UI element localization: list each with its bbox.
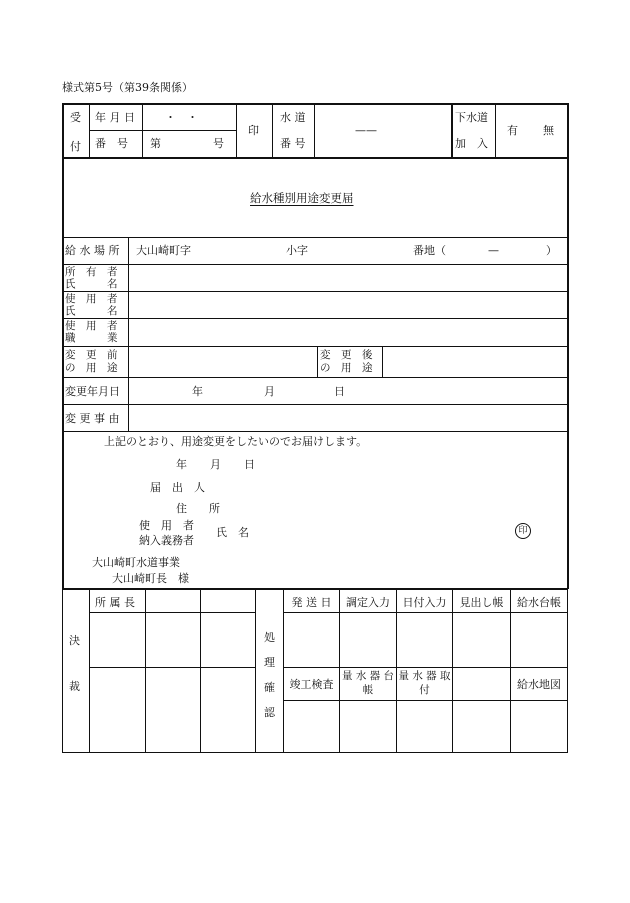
number-label: 番 号 bbox=[95, 137, 128, 150]
date-line-year: 年 bbox=[176, 458, 187, 471]
water-number-value: —— bbox=[355, 124, 377, 137]
sewer-yes: 有 bbox=[507, 124, 518, 137]
header-assessment-input: 調定入力 bbox=[346, 596, 390, 609]
statement: 上記のとおり、用途変更をしたいのでお届けします。 bbox=[104, 435, 368, 448]
reason-label: 変 更 事 由 bbox=[65, 412, 120, 425]
recipient-mayor: 大山崎町長 様 bbox=[112, 572, 189, 585]
applicant-name: 氏 名 bbox=[216, 526, 249, 539]
section-chief-label: 所 属 長 bbox=[95, 596, 135, 609]
form-number: 様式第5号（第39条関係） bbox=[62, 81, 193, 94]
date-line-day: 日 bbox=[244, 458, 255, 471]
date-value: ・ ・ bbox=[165, 111, 198, 124]
supply-location-koaza: 小字 bbox=[286, 244, 308, 257]
applicant-user: 使 用 者 bbox=[139, 519, 194, 532]
recipient-org: 大山崎町水道事業 bbox=[92, 556, 180, 569]
sewer-label-2: 加 入 bbox=[455, 137, 488, 150]
water-number-label-2: 番 号 bbox=[280, 137, 306, 150]
reception-uke: 受 bbox=[70, 111, 81, 124]
kessai-2: 裁 bbox=[69, 680, 80, 693]
reception-tsuke: 付 bbox=[70, 140, 81, 153]
supply-location-close: ） bbox=[546, 244, 557, 257]
owner-label-1: 所 有 者 bbox=[65, 266, 118, 278]
date-line-month: 月 bbox=[210, 458, 221, 471]
header-supply-map: 給水地図 bbox=[517, 678, 561, 691]
applicant-seal: 印 bbox=[515, 523, 531, 539]
change-date-day: 日 bbox=[334, 385, 345, 398]
sewer-label-1: 下水道 bbox=[455, 111, 488, 124]
occupation-label-1: 使 用 者 bbox=[65, 320, 118, 332]
user-label-1: 使 用 者 bbox=[65, 293, 118, 305]
seal-label: 印 bbox=[248, 124, 259, 137]
kessai-1: 決 bbox=[69, 634, 80, 647]
header-date-input: 日付入力 bbox=[402, 596, 447, 609]
before-use-label-1: 変 更 前 bbox=[65, 349, 118, 361]
header-index-book: 見出し帳 bbox=[459, 596, 504, 609]
user-label-2: 氏 名 bbox=[65, 305, 118, 317]
number-suffix: 号 bbox=[213, 137, 224, 150]
processing-3: 確 bbox=[264, 681, 275, 694]
owner-label-2: 氏 名 bbox=[65, 278, 118, 290]
processing-4: 認 bbox=[264, 706, 275, 719]
supply-location-banchi: 番地（ bbox=[413, 244, 446, 257]
header-meter-ledger: 量 水 器 台帳 bbox=[341, 670, 394, 696]
after-use-label-2: の 用 途 bbox=[320, 362, 373, 374]
applicant-payer: 納入義務者 bbox=[139, 534, 194, 547]
occupation-label-2: 職 業 bbox=[65, 332, 118, 344]
header-supply-ledger: 給水台帳 bbox=[517, 596, 561, 609]
number-prefix: 第 bbox=[150, 137, 161, 150]
supply-location-label: 給 水 場 所 bbox=[65, 244, 120, 257]
header-meter-installation: 量 水 器 取付 bbox=[398, 670, 451, 696]
processing-1: 処 bbox=[264, 631, 275, 644]
before-use-label-2: の 用 途 bbox=[65, 362, 118, 374]
header-dispatch-date: 発 送 日 bbox=[291, 596, 332, 609]
sewer-no: 無 bbox=[543, 124, 554, 137]
after-use-label-1: 変 更 後 bbox=[320, 349, 373, 361]
form-title: 給水種別用途変更届 bbox=[250, 191, 354, 205]
processing-2: 理 bbox=[264, 656, 275, 669]
applicant-address: 住 所 bbox=[176, 502, 220, 515]
supply-location-dash: — bbox=[488, 244, 499, 257]
change-date-month: 月 bbox=[264, 385, 275, 398]
water-number-label-1: 水 道 bbox=[280, 111, 306, 124]
supply-location-town: 大山崎町字 bbox=[136, 244, 191, 257]
change-date-label: 変更年月日 bbox=[65, 385, 120, 398]
header-completion-inspection: 竣工検査 bbox=[289, 678, 334, 691]
applicant-label: 届 出 人 bbox=[150, 481, 205, 494]
date-label: 年 月 日 bbox=[95, 111, 135, 124]
change-date-year: 年 bbox=[192, 385, 203, 398]
